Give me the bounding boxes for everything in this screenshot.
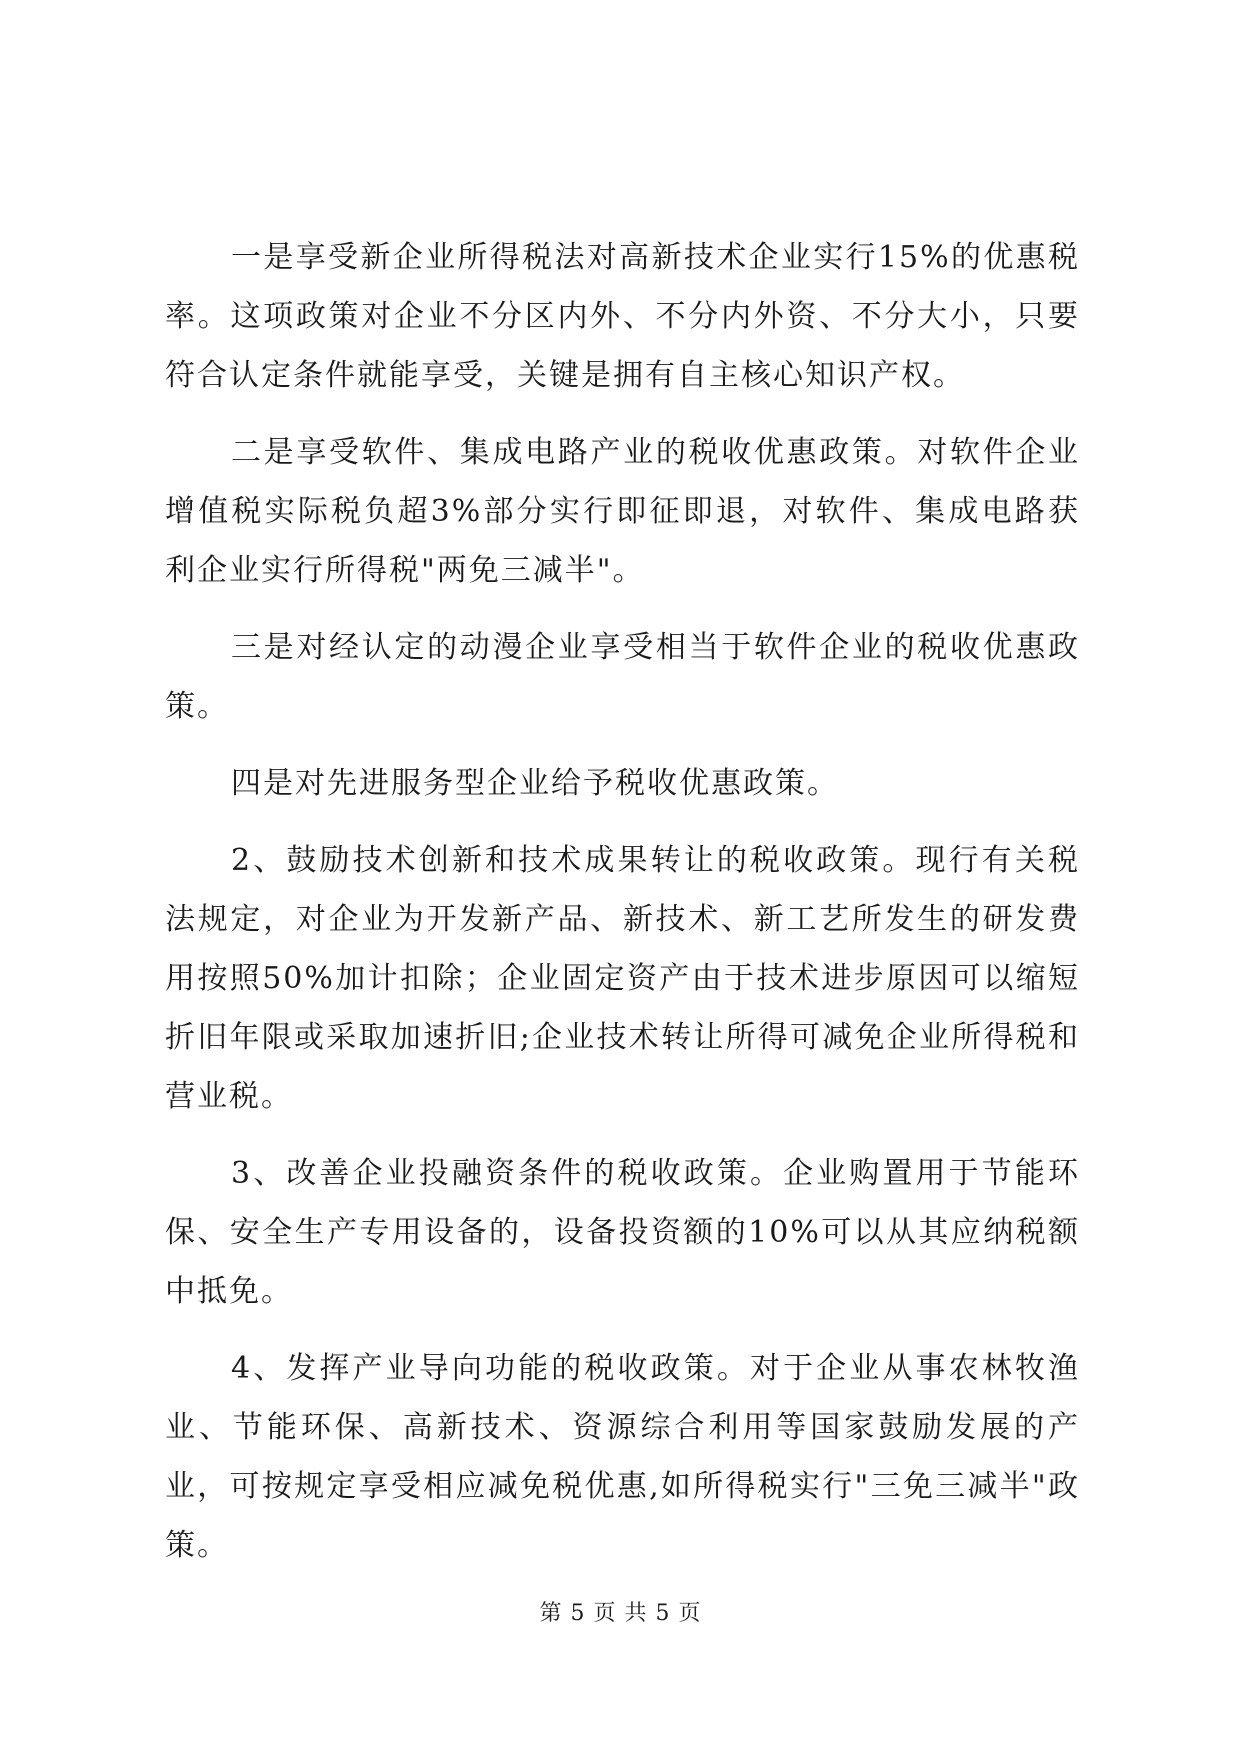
paragraph-5: 2、鼓励技术创新和技术成果转让的税收政策。现行有关税法规定，对企业为开发新产品、新技术、新工艺所发生的研发费用按照50%加计扣除；企业固定资产由于技术进步原因可以缩短折旧年限或采取加速折旧;企业技术转让所得可减免企业所得税和营业税。	[165, 843, 1080, 1114]
paragraph-1: 一是享受新企业所得税法对高新技术企业实行15%的优惠税率。这项政策对企业不分区内外、不分内外资、不分大小，只要符合认定条件就能享受，关键是拥有自主核心知识产权。	[165, 240, 1080, 393]
paragraph-4: 四是对先进服务型企业给予税收优惠政策。	[231, 766, 839, 801]
page-number-footer: 第 5 页 共 5 页	[539, 1601, 702, 1626]
paragraph-6: 3、改善企业投融资条件的税收政策。企业购置用于节能环保、安全生产专用设备的，设备投资额的10%可以从其应纳税额中抵免。	[165, 1156, 1080, 1309]
paragraph-7: 4、发挥产业导向功能的税收政策。对于企业从事农林牧渔业、节能环保、高新技术、资源综合利用等国家鼓励发展的产业，可按规定享受相应减免税优惠,如所得税实行"三免三减半"政策。	[165, 1351, 1080, 1563]
paragraph-3: 三是对经认定的动漫企业享受相当于软件企业的税收优惠政策。	[165, 630, 1080, 724]
document-body	[165, 228, 1080, 1593]
paragraph-2: 二是享受软件、集成电路产业的税收优惠政策。对软件企业增值税实际税负超3%部分实行即征即退，对软件、集成电路获利企业实行所得税"两免三减半"。	[165, 435, 1080, 588]
